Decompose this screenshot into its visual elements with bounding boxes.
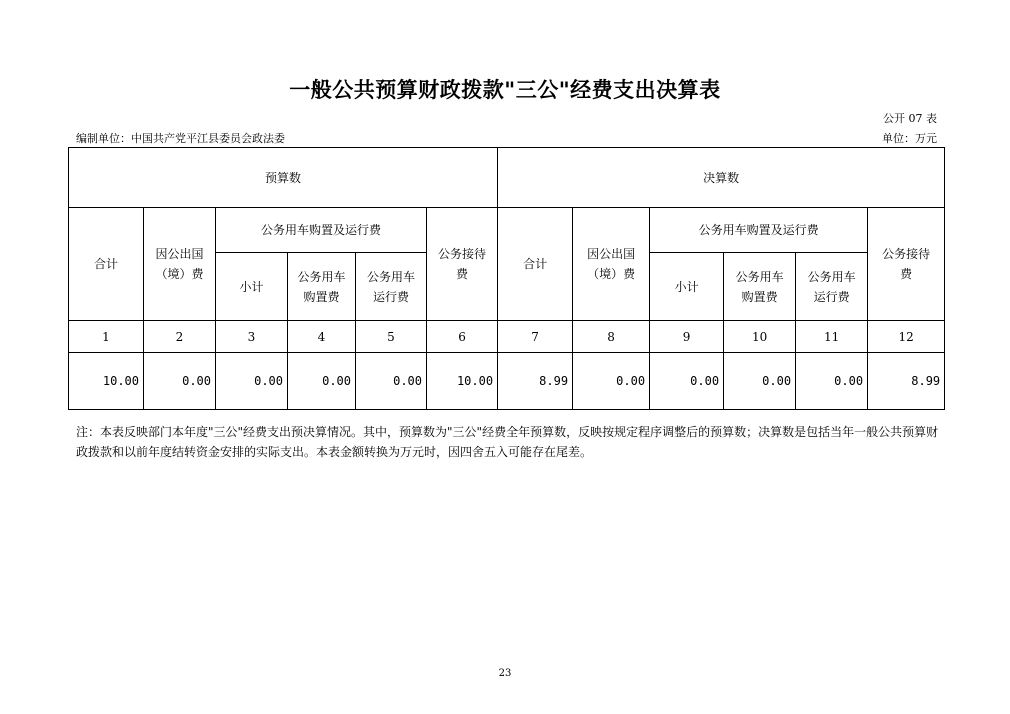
index-cell: 10	[724, 321, 796, 353]
index-row	[69, 321, 945, 353]
budget-subtotal-header: 小计	[216, 253, 288, 321]
index-cell: 2	[144, 321, 216, 353]
index-cell: 9	[650, 321, 724, 353]
index-cell: 6	[427, 321, 498, 353]
value-cell: 0.00	[724, 353, 796, 410]
budget-vehicle-purchase-header: 公务用车购置费	[288, 253, 356, 321]
value-cell: 0.00	[573, 353, 650, 410]
budget-abroad-header: 因公出国（境）费	[144, 208, 216, 321]
final-vehicle-purchase-header: 公务用车购置费	[724, 253, 796, 321]
three-public-expenses-table	[68, 147, 945, 410]
budget-reception-header: 公务接待费	[427, 208, 498, 321]
index-cell: 12	[868, 321, 945, 353]
index-cell: 1	[69, 321, 144, 353]
value-cell: 0.00	[288, 353, 356, 410]
page-title: 一般公共预算财政拨款"三公"经费支出决算表	[289, 78, 721, 102]
final-group-header: 决算数	[498, 148, 945, 208]
final-reception-header: 公务接待费	[868, 208, 945, 321]
index-cell: 11	[796, 321, 868, 353]
index-cell: 3	[216, 321, 288, 353]
table-note: 注：本表反映部门本年度"三公"经费支出预决算情况。其中，预算数为"三公"经费全年预算数，反映按规定程序调整后的预算数；决算数是包括当年一般公共预算财政拨款和以前年度结转资金安排的实际支出。本表金额转换为万元时，因四舍五入可能存在尾差。	[76, 425, 939, 459]
final-vehicle-operation-header: 公务用车运行费	[796, 253, 868, 321]
values-row	[69, 353, 945, 410]
index-cell: 7	[498, 321, 573, 353]
value-cell: 8.99	[498, 353, 573, 410]
final-subtotal-header: 小计	[650, 253, 724, 321]
final-vehicle-group-header: 公务用车购置及运行费	[650, 208, 868, 253]
value-cell: 0.00	[356, 353, 427, 410]
index-cell: 8	[573, 321, 650, 353]
final-abroad-header: 因公出国（境）费	[573, 208, 650, 321]
budget-total-header: 合计	[69, 208, 144, 321]
budget-vehicle-operation-header: 公务用车运行费	[356, 253, 427, 321]
column-header-row	[69, 208, 945, 253]
final-total-header: 合计	[498, 208, 573, 321]
compiling-unit: 编制单位：中国共产党平江县委员会政法委	[76, 132, 285, 145]
value-cell: 10.00	[69, 353, 144, 410]
value-cell: 10.00	[427, 353, 498, 410]
index-cell: 4	[288, 321, 356, 353]
value-cell: 0.00	[144, 353, 216, 410]
index-cell: 5	[356, 321, 427, 353]
value-cell: 0.00	[216, 353, 288, 410]
group-header-row	[69, 148, 945, 208]
budget-vehicle-group-header: 公务用车购置及运行费	[216, 208, 427, 253]
budget-group-header: 预算数	[69, 148, 498, 208]
value-cell: 8.99	[868, 353, 945, 410]
form-code: 公开 07 表	[883, 112, 937, 125]
value-cell: 0.00	[796, 353, 868, 410]
page-number: 23	[498, 668, 512, 679]
value-cell: 0.00	[650, 353, 724, 410]
currency-unit: 单位：万元	[882, 132, 937, 145]
